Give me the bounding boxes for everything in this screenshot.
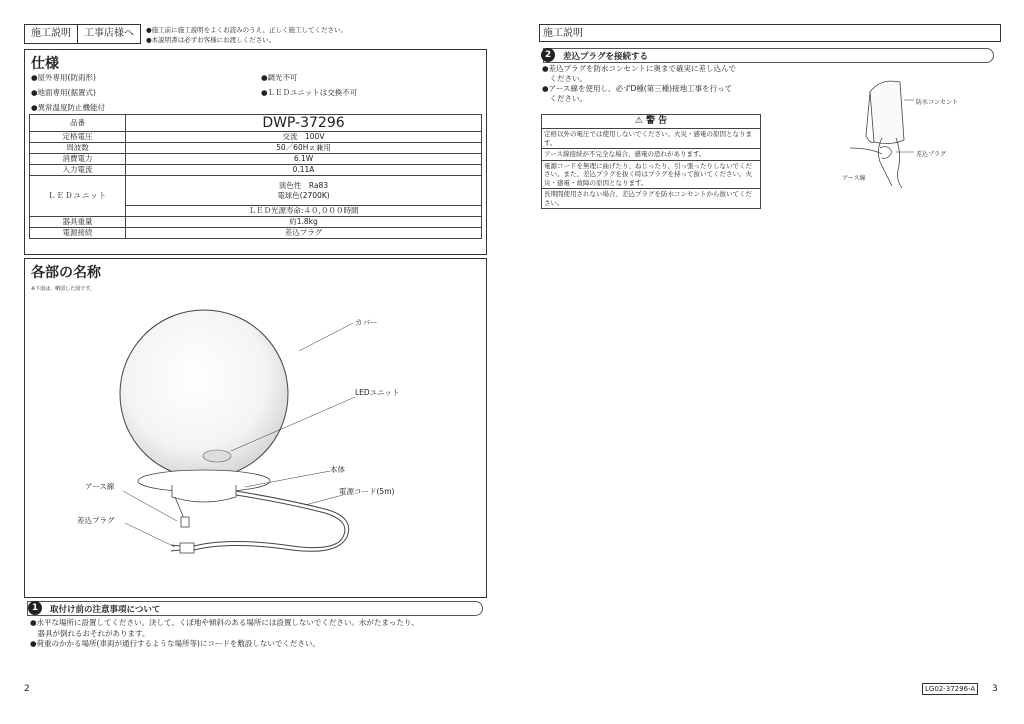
plug-line: ください。: [542, 94, 587, 103]
feature-item: ●調光不可: [261, 73, 298, 82]
warning-box: [541, 114, 761, 209]
table-row: [30, 154, 482, 165]
table-row: [30, 176, 482, 206]
header-note: ●施工前に施工説明をよくお読みのうえ、正しく施工してください。: [146, 26, 348, 34]
caution-line: ●水平な場所に設置してください。決して、くぼ地や傾斜のある場所には設置しないでください。水がたまったり、: [30, 618, 419, 627]
header-tab-instructions: 施工説明: [31, 28, 71, 39]
caution-text: [30, 618, 485, 650]
section-number-badge: 1: [28, 601, 42, 615]
spec-value: 交流 100V: [126, 132, 482, 143]
warning-title: ⚠ 警 告: [542, 115, 760, 129]
spec-key: 周波数: [30, 143, 126, 154]
led-unit: [203, 450, 231, 462]
lamp-illustration: [25, 259, 488, 599]
right-header: 施工説明: [539, 24, 1001, 42]
spec-key: ＬＥＤユニット: [30, 176, 126, 217]
feature-item: ●地面専用(据置式): [31, 88, 96, 97]
table-row: [30, 143, 482, 154]
spec-value: 約1.8kg: [126, 217, 482, 228]
spec-value: 0.11A: [126, 165, 482, 176]
spec-value: [126, 176, 482, 206]
warning-item: 長期間使用されない場合、差込プラグを防水コンセントから抜いてください。: [544, 190, 752, 207]
plug-line: ください。: [542, 74, 587, 83]
caution-title: 取付け前の注意事項について: [50, 605, 161, 615]
feature-item: ●屋外専用(防雨形): [31, 73, 96, 82]
led-color-rendering: 演色性 Ra83: [278, 180, 329, 190]
plug-section-text: [542, 64, 782, 104]
label-plug: 差込プラグ: [916, 151, 947, 158]
header-note: ●本説明書は必ずお客様にお渡しください。: [146, 36, 276, 44]
spec-value: 50／60Hｚ兼用: [126, 143, 482, 154]
table-row: [30, 217, 482, 228]
label-outlet: 防水コンセント: [916, 99, 959, 106]
feature-item: ●異常温度防止機能付: [31, 103, 106, 112]
model-number: DWP-37296: [126, 115, 482, 132]
led-color-temp: 電球色(2700K): [277, 190, 330, 200]
warning-item: アース線接続が不完全な場合、感電の恐れがあります。: [542, 149, 760, 161]
spec-key: 消費電力: [30, 154, 126, 165]
header-notes: [146, 25, 347, 45]
parts-note: ※下図は、略図した図です。: [31, 286, 95, 292]
page-number-left: 2: [24, 684, 30, 694]
label-led-unit: LEDユニット: [355, 388, 400, 397]
label-earth-wire: アース線: [85, 482, 115, 491]
plug-line: ●アース線を使用し、必ずD種(第三種)接地工事を行って: [542, 84, 733, 93]
spec-value: 6.1W: [126, 154, 482, 165]
left-header-tabs: [24, 24, 141, 44]
table-row: [30, 115, 482, 132]
spec-key: 電源接続: [30, 228, 126, 239]
label-cover: カバー: [355, 318, 378, 327]
caution-line: ●荷重のかかる場所(車両が通行するような場所等)にコードを敷設しないでください。: [30, 639, 320, 648]
hand: [878, 138, 892, 186]
header-tab-installer: 工事店様へ: [77, 25, 140, 43]
label-plug: 差込プラグ: [77, 516, 115, 525]
spec-key: 入力電流: [30, 165, 126, 176]
led-lifetime: ＬＥＤ光源寿命:４０,０００時間: [126, 206, 482, 217]
document-code: LG02-37296-A: [922, 683, 978, 695]
caution-line: 器具が倒れるおそれがあります。: [30, 628, 150, 638]
section-number-badge: 2: [541, 48, 555, 62]
spec-key: 品番: [30, 115, 126, 132]
cover-globe: [120, 310, 288, 478]
table-row: [30, 132, 482, 143]
label-earth-wire: アース線: [842, 175, 866, 182]
label-body: 本体: [330, 465, 345, 474]
earth-wire: [850, 148, 882, 154]
spec-key: 器具重量: [30, 217, 126, 228]
plug-section-title: 差込プラグを接続する: [563, 52, 649, 62]
outlet-cover: [870, 81, 904, 143]
table-row: [30, 165, 482, 176]
page-number-right: 3: [992, 684, 998, 694]
table-row: [30, 228, 482, 239]
feature-item: ●ＬＥＤユニットは交換不可: [261, 88, 358, 97]
warning-item: 定格以外の電圧では使用しないでください。火災・感電の原因となります。: [542, 129, 760, 149]
label-power-cord: 電源コード(5m): [339, 487, 395, 496]
spec-key: 定格電圧: [30, 132, 126, 143]
body-base: [172, 485, 236, 502]
spec-features-left: [31, 70, 105, 115]
spec-title: 仕様: [31, 56, 59, 72]
parts-title: 各部の名称: [31, 265, 101, 281]
spec-value: 差込プラグ: [126, 228, 482, 239]
spec-panel: [24, 49, 487, 255]
parts-panel: [24, 258, 487, 598]
plug-line: ●差込プラグを防水コンセントに奥まで確実に差し込んで: [542, 64, 737, 73]
spec-features-right: [261, 70, 357, 100]
spec-table: [29, 114, 482, 239]
outlet-illustration: [840, 70, 920, 190]
plug-body: [180, 543, 194, 553]
warning-item: 電源コードを無理に曲げたり、ねじったり、引っ張ったりしないでください。また、差込プラグを抜く時はプラグを持って抜いてください。火災・感電・故障の原因となります。: [542, 161, 760, 190]
